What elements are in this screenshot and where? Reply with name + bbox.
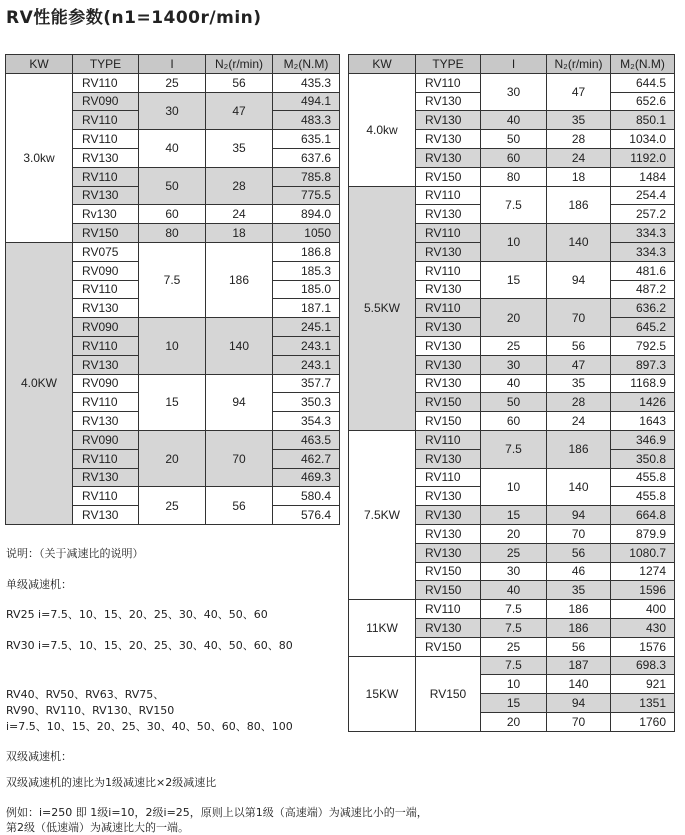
type-cell: RV150 [416, 393, 481, 412]
torque-cell: 1760 [611, 712, 675, 731]
type-cell: RV130 [73, 299, 139, 318]
type-header: TYPE [416, 55, 481, 74]
ratio-cell: 20 [481, 524, 547, 543]
ratio-cell: 30 [481, 562, 547, 581]
speed-cell: 56 [547, 336, 611, 355]
torque-cell: 792.5 [611, 336, 675, 355]
torque-cell: 494.1 [273, 92, 340, 111]
torque-cell: 921 [611, 675, 675, 694]
type-cell: RV130 [416, 130, 481, 149]
ratio-cell: 10 [481, 675, 547, 694]
ratio-cell: 30 [481, 73, 547, 111]
speed-cell: 28 [547, 393, 611, 412]
torque-cell: 775.5 [273, 186, 340, 205]
torque-cell: 481.6 [611, 261, 675, 280]
ratio-cell: 50 [481, 393, 547, 412]
note-line: i=7.5、10、15、20、25、30、40、50、60、80、100 [6, 720, 293, 733]
ratio-cell: 40 [481, 374, 547, 393]
ratio-cell: 20 [139, 430, 206, 486]
torque-cell: 455.8 [611, 468, 675, 487]
type-cell: RV110 [73, 167, 139, 186]
torque-cell: 430 [611, 618, 675, 637]
kw-cell: 4.0KW [6, 242, 73, 524]
speed-cell: 56 [547, 637, 611, 656]
torque-cell: 350.8 [611, 449, 675, 468]
speed-cell: 94 [547, 694, 611, 713]
speed-cell: 140 [547, 468, 611, 506]
torque-cell: 462.7 [273, 449, 340, 468]
speed-cell: 28 [547, 130, 611, 149]
ratio-cell: 7.5 [481, 600, 547, 619]
ratio-cell: 60 [481, 148, 547, 167]
type-cell: RV150 [416, 412, 481, 431]
speed-cell: 94 [547, 261, 611, 299]
kw-cell: 11KW [349, 600, 416, 656]
ratio-cell: 25 [481, 543, 547, 562]
type-cell: RV110 [73, 73, 139, 92]
speed-cell: 47 [547, 355, 611, 374]
type-cell: RV110 [73, 449, 139, 468]
kw-cell: 4.0kw [349, 73, 416, 186]
torque-cell: 357.7 [273, 374, 340, 393]
torque-cell: 243.1 [273, 336, 340, 355]
torque-cell: 1426 [611, 393, 675, 412]
speed-cell: 56 [547, 543, 611, 562]
ratio-cell: 15 [481, 506, 547, 525]
torque-cell: 350.3 [273, 393, 340, 412]
type-cell: RV130 [416, 355, 481, 374]
speed-cell: 140 [547, 675, 611, 694]
torque-cell: 469.3 [273, 468, 340, 487]
type-cell: RV110 [416, 224, 481, 243]
type-cell: RV130 [416, 336, 481, 355]
page-title: RV性能参数(n1=1400r/min) [6, 8, 262, 28]
speed-cell: 186 [547, 600, 611, 619]
type-cell: RV130 [416, 506, 481, 525]
header-row [6, 55, 340, 74]
type-cell: RV130 [416, 524, 481, 543]
torque-cell: 1168.9 [611, 374, 675, 393]
torque-cell: 576.4 [273, 506, 340, 525]
type-cell: RV130 [416, 205, 481, 224]
type-cell: RV090 [73, 318, 139, 337]
ratio-cell: 80 [139, 224, 206, 243]
speed-cell: 35 [547, 581, 611, 600]
type-cell: Rv130 [73, 205, 139, 224]
speed-header: N₂(r/min) [206, 55, 273, 74]
speed-cell: 70 [206, 430, 273, 486]
ratio-cell: 25 [139, 487, 206, 525]
torque-cell: 1596 [611, 581, 675, 600]
table-row [349, 430, 675, 449]
note-line: 第2级（低速端）为减速比大的一端。 [6, 821, 189, 834]
table-row [349, 600, 675, 619]
type-cell: RV150 [73, 224, 139, 243]
type-cell: RV150 [416, 637, 481, 656]
ratio-cell: 7.5 [481, 430, 547, 468]
torque-cell: 1351 [611, 694, 675, 713]
torque-cell: 637.6 [273, 148, 340, 167]
ratio-cell: 7.5 [139, 242, 206, 317]
torque-cell: 187.1 [273, 299, 340, 318]
ratio-cell: 7.5 [481, 656, 547, 675]
type-cell: RV130 [73, 355, 139, 374]
speed-cell: 24 [547, 148, 611, 167]
torque-cell: 698.3 [611, 656, 675, 675]
speed-cell: 24 [547, 412, 611, 431]
torque-cell: 664.8 [611, 506, 675, 525]
torque-cell: 645.2 [611, 318, 675, 337]
torque-cell: 652.6 [611, 92, 675, 111]
type-cell: RV110 [416, 73, 481, 92]
ratio-cell: 50 [139, 167, 206, 205]
torque-cell: 185.0 [273, 280, 340, 299]
ratio-cell: 25 [481, 637, 547, 656]
torque-cell: 636.2 [611, 299, 675, 318]
ratio-cell: 40 [481, 111, 547, 130]
torque-cell: 879.9 [611, 524, 675, 543]
torque-cell: 254.4 [611, 186, 675, 205]
torque-cell: 897.3 [611, 355, 675, 374]
torque-cell: 186.8 [273, 242, 340, 261]
type-cell: RV110 [416, 430, 481, 449]
type-cell: RV110 [73, 280, 139, 299]
torque-cell: 850.1 [611, 111, 675, 130]
speed-cell: 140 [206, 318, 273, 374]
type-cell: RV130 [416, 280, 481, 299]
kw-cell: 5.5KW [349, 186, 416, 430]
kw-cell: 3.0kw [6, 73, 73, 242]
ratio-cell: 25 [139, 73, 206, 92]
torque-cell: 1643 [611, 412, 675, 431]
ratio-cell: 30 [481, 355, 547, 374]
type-cell: RV090 [73, 261, 139, 280]
speed-cell: 18 [206, 224, 273, 243]
speed-cell: 186 [547, 430, 611, 468]
torque-cell: 257.2 [611, 205, 675, 224]
torque-cell: 487.2 [611, 280, 675, 299]
type-cell: RV130 [416, 543, 481, 562]
speed-header: N₂(r/min) [547, 55, 611, 74]
torque-cell: 400 [611, 600, 675, 619]
table-row [349, 73, 675, 92]
type-cell: RV090 [73, 374, 139, 393]
speed-cell: 18 [547, 167, 611, 186]
type-cell: RV130 [416, 318, 481, 337]
type-cell: RV130 [416, 148, 481, 167]
speed-cell: 35 [547, 374, 611, 393]
ratio-cell: 50 [481, 130, 547, 149]
torque-cell: 894.0 [273, 205, 340, 224]
table-row [349, 656, 675, 675]
ratio-header: I [139, 55, 206, 74]
speed-cell: 186 [547, 186, 611, 224]
ratio-cell: 10 [139, 318, 206, 374]
speed-cell: 187 [547, 656, 611, 675]
type-cell: RV075 [73, 242, 139, 261]
torque-cell: 435.3 [273, 73, 340, 92]
note-line: RV25 i=7.5、10、15、20、25、30、40、50、60 [6, 608, 268, 621]
type-cell: RV110 [416, 261, 481, 280]
type-cell: RV110 [416, 468, 481, 487]
type-cell: RV130 [416, 92, 481, 111]
type-cell: RV090 [73, 92, 139, 111]
type-cell: RV130 [416, 618, 481, 637]
table-row [6, 242, 340, 261]
torque-cell: 334.3 [611, 242, 675, 261]
speed-cell: 46 [547, 562, 611, 581]
speed-cell: 28 [206, 167, 273, 205]
torque-header: M₂(N.M) [273, 55, 340, 74]
torque-cell: 580.4 [273, 487, 340, 506]
performance-table-right [348, 54, 675, 732]
kw-cell: 15KW [349, 656, 416, 731]
speed-cell: 35 [547, 111, 611, 130]
ratio-cell: 20 [481, 299, 547, 337]
speed-cell: 47 [547, 73, 611, 111]
type-cell: RV130 [416, 374, 481, 393]
torque-cell: 455.8 [611, 487, 675, 506]
speed-cell: 94 [206, 374, 273, 430]
torque-cell: 354.3 [273, 412, 340, 431]
type-cell: RV110 [416, 186, 481, 205]
type-cell: RV130 [73, 186, 139, 205]
torque-cell: 1080.7 [611, 543, 675, 562]
torque-cell: 185.3 [273, 261, 340, 280]
type-cell: RV110 [73, 111, 139, 130]
ratio-cell: 10 [481, 224, 547, 262]
table-row [6, 73, 340, 92]
ratio-cell: 15 [481, 694, 547, 713]
kw-header: KW [6, 55, 73, 74]
torque-cell: 644.5 [611, 73, 675, 92]
torque-cell: 1192.0 [611, 148, 675, 167]
ratio-cell: 15 [481, 261, 547, 299]
torque-cell: 334.3 [611, 224, 675, 243]
type-cell: RV130 [416, 111, 481, 130]
ratio-cell: 40 [481, 581, 547, 600]
speed-cell: 186 [206, 242, 273, 317]
header-row [349, 55, 675, 74]
note-line: 例如：i=250 即 1级i=10，2级i=25，原则上以第1级（高速端）为减速比小的一端， [6, 806, 428, 819]
ratio-cell: 15 [139, 374, 206, 430]
type-cell: RV130 [73, 506, 139, 525]
torque-header: M₂(N.M) [611, 55, 675, 74]
speed-cell: 94 [547, 506, 611, 525]
performance-table-left [5, 54, 340, 525]
torque-cell: 463.5 [273, 430, 340, 449]
note-line: 双级减速机的速比为1级减速比×2级减速比 [6, 776, 217, 789]
ratio-cell: 10 [481, 468, 547, 506]
torque-cell: 635.1 [273, 130, 340, 149]
ratio-cell: 25 [481, 336, 547, 355]
speed-cell: 56 [206, 487, 273, 525]
type-header: TYPE [73, 55, 139, 74]
torque-cell: 1484 [611, 167, 675, 186]
ratio-cell: 80 [481, 167, 547, 186]
ratio-cell: 30 [139, 92, 206, 130]
type-cell: RV110 [73, 393, 139, 412]
type-cell: RV110 [416, 600, 481, 619]
speed-cell: 47 [206, 92, 273, 130]
type-cell: RV090 [73, 430, 139, 449]
type-cell: RV110 [416, 299, 481, 318]
type-cell: RV110 [73, 130, 139, 149]
torque-cell: 785.8 [273, 167, 340, 186]
speed-cell: 70 [547, 524, 611, 543]
ratio-cell: 7.5 [481, 186, 547, 224]
note-line: 单级减速机： [6, 578, 72, 591]
note-line: RV40、RV50、RV63、RV75、 [6, 688, 165, 701]
type-cell: RV130 [73, 412, 139, 431]
table-row [349, 186, 675, 205]
speed-cell: 70 [547, 299, 611, 337]
torque-cell: 245.1 [273, 318, 340, 337]
speed-cell: 56 [206, 73, 273, 92]
type-cell: RV150 [416, 167, 481, 186]
note-line: 双级减速机： [6, 750, 72, 763]
note-line: RV90、RV110、RV130、RV150 [6, 704, 175, 717]
torque-cell: 1034.0 [611, 130, 675, 149]
ratio-cell: 20 [481, 712, 547, 731]
type-cell: RV150 [416, 562, 481, 581]
type-cell: RV110 [73, 336, 139, 355]
torque-cell: 483.3 [273, 111, 340, 130]
note-line: RV30 i=7.5、10、15、20、25、30、40、50、60、80 [6, 639, 293, 652]
torque-cell: 346.9 [611, 430, 675, 449]
kw-header: KW [349, 55, 416, 74]
type-cell: RV150 [416, 656, 481, 731]
speed-cell: 140 [547, 224, 611, 262]
type-cell: RV130 [73, 468, 139, 487]
ratio-header: I [481, 55, 547, 74]
torque-cell: 243.1 [273, 355, 340, 374]
speed-cell: 186 [547, 618, 611, 637]
type-cell: RV110 [73, 487, 139, 506]
type-cell: RV130 [73, 148, 139, 167]
ratio-cell: 60 [139, 205, 206, 224]
type-cell: RV130 [416, 487, 481, 506]
ratio-cell: 7.5 [481, 618, 547, 637]
ratio-cell: 60 [481, 412, 547, 431]
torque-cell: 1274 [611, 562, 675, 581]
speed-cell: 24 [206, 205, 273, 224]
type-cell: RV150 [416, 581, 481, 600]
kw-cell: 7.5KW [349, 430, 416, 599]
torque-cell: 1050 [273, 224, 340, 243]
ratio-cell: 40 [139, 130, 206, 168]
note-line: 说明：（关于减速比的说明） [6, 547, 144, 560]
speed-cell: 70 [547, 712, 611, 731]
speed-cell: 35 [206, 130, 273, 168]
type-cell: RV130 [416, 242, 481, 261]
type-cell: RV130 [416, 449, 481, 468]
torque-cell: 1576 [611, 637, 675, 656]
